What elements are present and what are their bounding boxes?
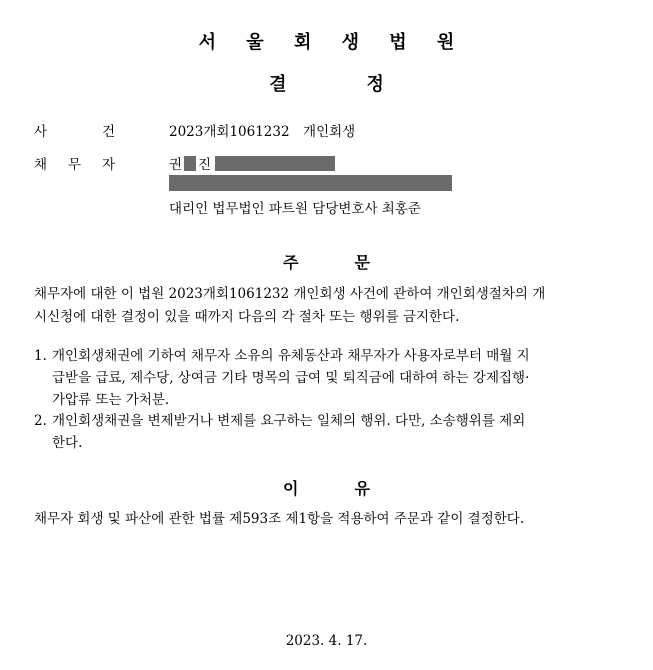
reason-heading: 이 유	[283, 479, 370, 498]
reason-text: 채무자 회생 및 파산에 관한 법률 제593조 제1항을 적용하여 주문과 같이 결정한다.	[34, 511, 525, 527]
decision-date: 2023. 4. 17.	[285, 633, 368, 649]
document-title-char: 결	[269, 74, 287, 95]
document-title-char: 정	[366, 74, 384, 95]
redaction-block	[215, 156, 335, 171]
debtor-representative: 대리인 법무법인 파트원 담당변호사 최홍준	[169, 201, 421, 217]
order-heading: 주 문	[283, 253, 370, 272]
court-name: 서 울 회 생 법 원	[198, 32, 467, 53]
debtor-label: 채 무 자	[34, 157, 116, 173]
court-decision-document: 서 울 회 생 법 원 결 정 사 건 2023개회1061232 개인회생 채 무 자 권 진 대리인 법무법인 파트원 담당변호사 최홍준 주 문 채무자에 대한 이 법원 2023개회1061232 개인회생 사건에 관하여 개인회생절차의 개 시신청에 대한 결정이 있을 때까지 다음의 각 절차 또는 행위를 금지한다. 1. 개인회생채권에 기하여 채무자 소유의 유체동산과 채무자가 사용자로부터 매월 지 급받을 급료, 제수당, 상여금 기타 명목의 급여 및 퇴직금에 대하여 하는 강제집행· 가압류 또는 가처분. 2. 개인회생채권을 변제받거나 변제를 요구하는 일체의 행위. 다만, 소송행위를 제외 한다. 이 유 채무자 회생 및 파산에 관한 법률 제593조 제1항을 적용하여 주문과 같이 결정한다. 2023. 4. 17.	[0, 0, 653, 670]
debtor-name: 권 진	[169, 153, 335, 173]
case-number: 2023개회1061232 개인회생	[169, 124, 356, 140]
redaction-block	[184, 156, 196, 171]
case-label: 사 건	[34, 124, 116, 140]
order-intro: 채무자에 대한 이 법원 2023개회1061232 개인회생 사건에 관하여 개인회생절차의 개 시신청에 대한 결정이 있을 때까지 다음의 각 절차 또는 행위를 금지한다.	[34, 286, 546, 325]
redaction-block	[169, 175, 452, 191]
document-title	[0, 70, 653, 96]
